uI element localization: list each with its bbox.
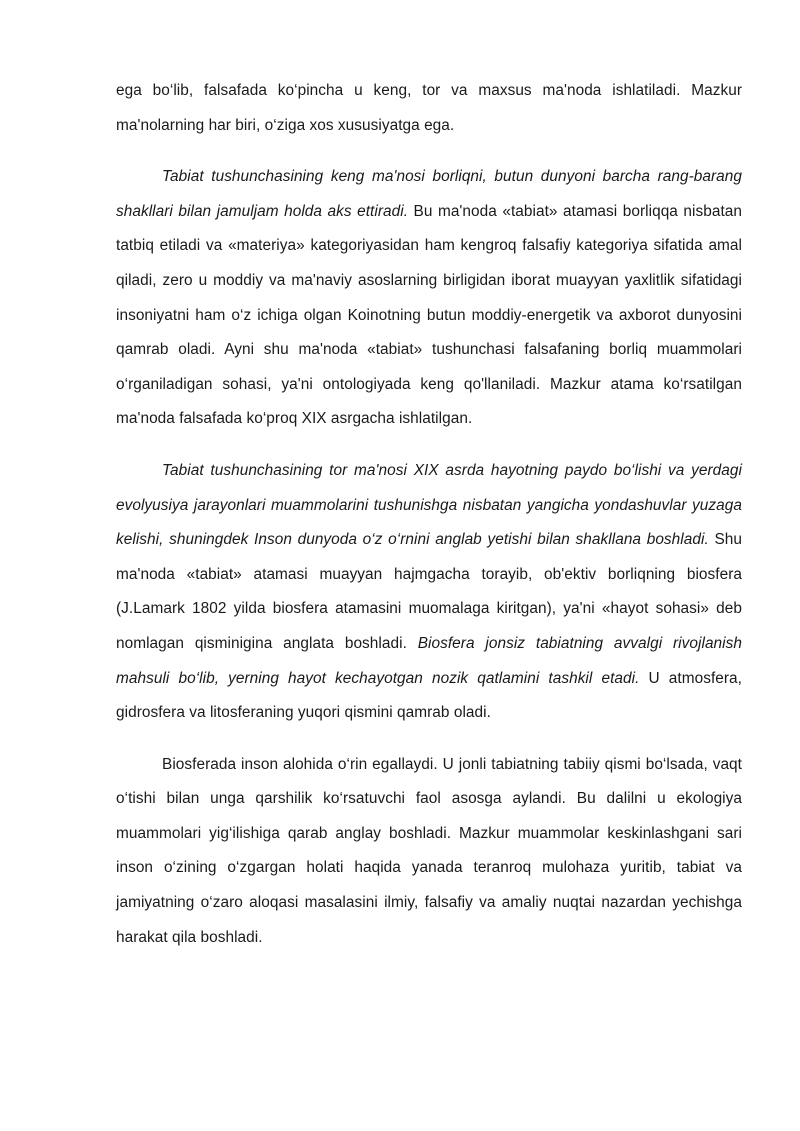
paragraph-4 [116,748,742,956]
paragraph-3-text-end: U atmosfera, gidrosfera va litosferaning yuqori qismini qamrab oladi. [116,669,742,722]
paragraph-1 [116,74,742,143]
paragraph-4-text: Biosferada inson alohida o‘rin egallaydi. U jonli tabiatning tabiiy qismi bo‘lsada, vaqt o‘tishi bilan unga qarshilik ko‘rsatuvchi faol asosga aylandi. Bu dalilni u ekologiya muammolari yig‘ilishiga qarab anglay boshladi. Mazkur muammolar keskinlashgani sari inson o‘zining o‘zgargan holati haqida yanada teranroq mulohaza yuritib, tabiat va jamiyatning o‘zaro aloqasi masalasini ilmiy, falsafiy va amaliy nuqtai nazardan yechishga harakat qila boshladi. [116,755,742,946]
paragraph-3-italic-definition: Tabiat tushunchasining tor ma'nosi XIX asrda hayotning paydo bo‘lishi va yerdagi evolyusiya jarayonlari muammolarini tushunishga nisbatan yangicha yondashuvlar yuzaga kelishi, shuningdek Inson dunyoda o‘z o‘rnini anglab yetishi bilan shakllana boshladi. [116,461,742,549]
paragraph-2 [116,160,742,437]
paragraph-2-italic-definition: Tabiat tushunchasining keng ma'nosi borliqni, butun dunyoni barcha rang-barang shakllari bilan jamuljam holda aks ettiradi. [116,168,742,220]
paragraph-2-text: Bu ma'noda «tabiat» atamasi borliqqa nisbatan tatbiq etiladi va «materiya» kategoriyasidan ham kengroq falsafiy kategoriya sifatida amal qiladi, zero u moddiy va ma'naviy asoslarning birligidan iborat muayyan yaxlitlik sifatidagi insoniyatni ham o‘z ichiga olgan Koinotning butun moddiy-energetik va axborot dunyosini qamrab oladi. Ayni shu ma'noda «tabiat» tushunchasi falsafaning borliq muammolari o‘rganiladigan sohasi, ya'ni ontologiyada keng qo'llaniladi. Mazkur atama ko‘rsatilgan ma'noda falsafada ko‘proq XIX asrgacha ishlatilgan. [116,202,742,428]
paragraph-3-text: Shu ma'noda «tabiat» atamasi muayyan hajmgacha torayib, ob'ektiv borliqning biosfera (J.Lamark 1802 yilda biosfera atamasini muomalaga kiritgan), ya'ni «hayot sohasi» deb nomlagan qisminigina anglata boshladi. [116,531,742,652]
paragraph-3-italic-biosphere: Biosfera jonsiz tabiatning avvalgi rivojlanish mahsuli bo‘lib, yerning hayot kechayotgan nozik qatlamini tashkil etadi. [116,634,742,687]
paragraph-3 [116,454,742,731]
paragraph-1-text: ega bo‘lib, falsafada ko‘pincha u keng, tor va maxsus ma'noda ishlatiladi. Mazkur ma'nolarning har biri, o‘ziga xos xususiyatga ega. [116,82,742,134]
